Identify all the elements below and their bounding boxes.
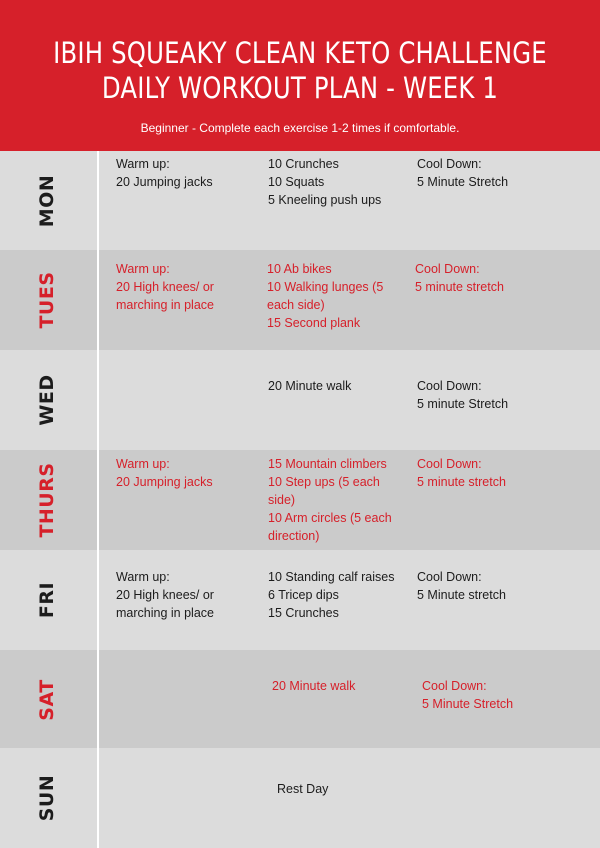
day-label: MON [36,174,58,228]
workout-line: 10 Ab bikes [267,262,332,276]
day-label-container [36,350,58,450]
workout-line: 20 Minute walk [272,679,356,693]
workout-cell [267,260,407,332]
workout-line: 10 Walking lunges (5 [267,280,384,294]
cooldown-line: 5 Minute Stretch [422,697,514,711]
cooldown-cell [417,377,567,413]
day-row-sat [0,650,600,750]
warmup-line: 20 Jumping jacks [116,175,213,189]
cooldown-line: Cool Down: [417,457,482,471]
day-label-container [36,450,58,550]
warmup-line: marching in place [116,606,214,620]
page-subtitle: Beginner - Complete each exercise 1-2 times if comfortable. [140,121,460,135]
workout-line: 15 Second plank [267,316,361,330]
day-label: SUN [36,774,58,822]
workout-cell [268,455,408,545]
day-row-tues [0,250,600,350]
cooldown-cell [417,155,567,191]
workout-line: 15 Crunches [268,606,339,620]
workout-line: 10 Step ups (5 each [268,475,380,489]
column-divider [97,151,99,848]
day-label: FRI [36,581,58,619]
day-row-fri [0,550,600,650]
workout-line: 10 Standing calf raises [268,570,395,584]
warmup-cell [116,455,256,491]
warmup-line: Warm up: [116,157,170,171]
day-label: TUES [36,271,58,329]
day-label: THURS [36,462,58,538]
cooldown-cell [422,677,572,713]
day-label-container [36,250,58,350]
warmup-cell [116,155,256,191]
workout-line: each side) [267,298,325,312]
workout-cell [268,155,408,209]
cooldown-line: 5 minute stretch [415,280,504,294]
warmup-line: marching in place [116,298,214,312]
day-row-wed [0,350,600,450]
workout-cell [268,377,408,395]
day-label-container [36,151,58,251]
warmup-line: Warm up: [116,262,170,276]
day-label: WED [36,374,58,426]
title-line-2: DAILY WORKOUT PLAN - WEEK 1 [101,71,499,105]
workout-cell [277,780,417,798]
workout-line: side) [268,493,296,507]
cooldown-line: Cool Down: [417,157,482,171]
workout-line: 5 Kneeling push ups [268,193,382,207]
cooldown-cell [415,260,565,296]
cooldown-line: 5 minute stretch [417,475,506,489]
day-row-thurs [0,450,600,550]
page-title [48,36,552,106]
workout-cell [272,677,412,695]
cooldown-line: 5 minute Stretch [417,397,509,411]
warmup-line: 20 Jumping jacks [116,475,213,489]
warmup-line: Warm up: [116,457,170,471]
warmup-cell [116,568,256,622]
workout-cell [268,568,408,622]
warmup-cell [116,260,256,314]
warmup-line: 20 High knees/ or [116,588,214,602]
day-label-container [36,748,58,848]
header-banner [0,0,600,151]
cooldown-line: Cool Down: [422,679,487,693]
title-line-1: IBIH SQUEAKY CLEAN KETO CHALLENGE [53,36,547,70]
cooldown-cell [417,568,567,604]
cooldown-line: Cool Down: [417,570,482,584]
workout-line: direction) [268,529,320,543]
workout-line: 6 Tricep dips [268,588,339,602]
day-label-container [36,550,58,650]
day-label: SAT [36,679,58,721]
workout-line: 10 Squats [268,175,325,189]
day-row-mon [0,151,600,251]
workout-line: 10 Crunches [268,157,339,171]
warmup-line: Warm up: [116,570,170,584]
cooldown-cell [417,455,567,491]
workout-line: Rest Day [277,782,329,796]
workout-line: 15 Mountain climbers [268,457,387,471]
cooldown-line: 5 Minute Stretch [417,175,509,189]
workout-line: 10 Arm circles (5 each [268,511,392,525]
cooldown-line: 5 Minute stretch [417,588,506,602]
cooldown-line: Cool Down: [417,379,482,393]
cooldown-line: Cool Down: [415,262,480,276]
warmup-line: 20 High knees/ or [116,280,214,294]
day-row-sun [0,748,600,848]
day-label-container [36,650,58,750]
workout-line: 20 Minute walk [268,379,352,393]
